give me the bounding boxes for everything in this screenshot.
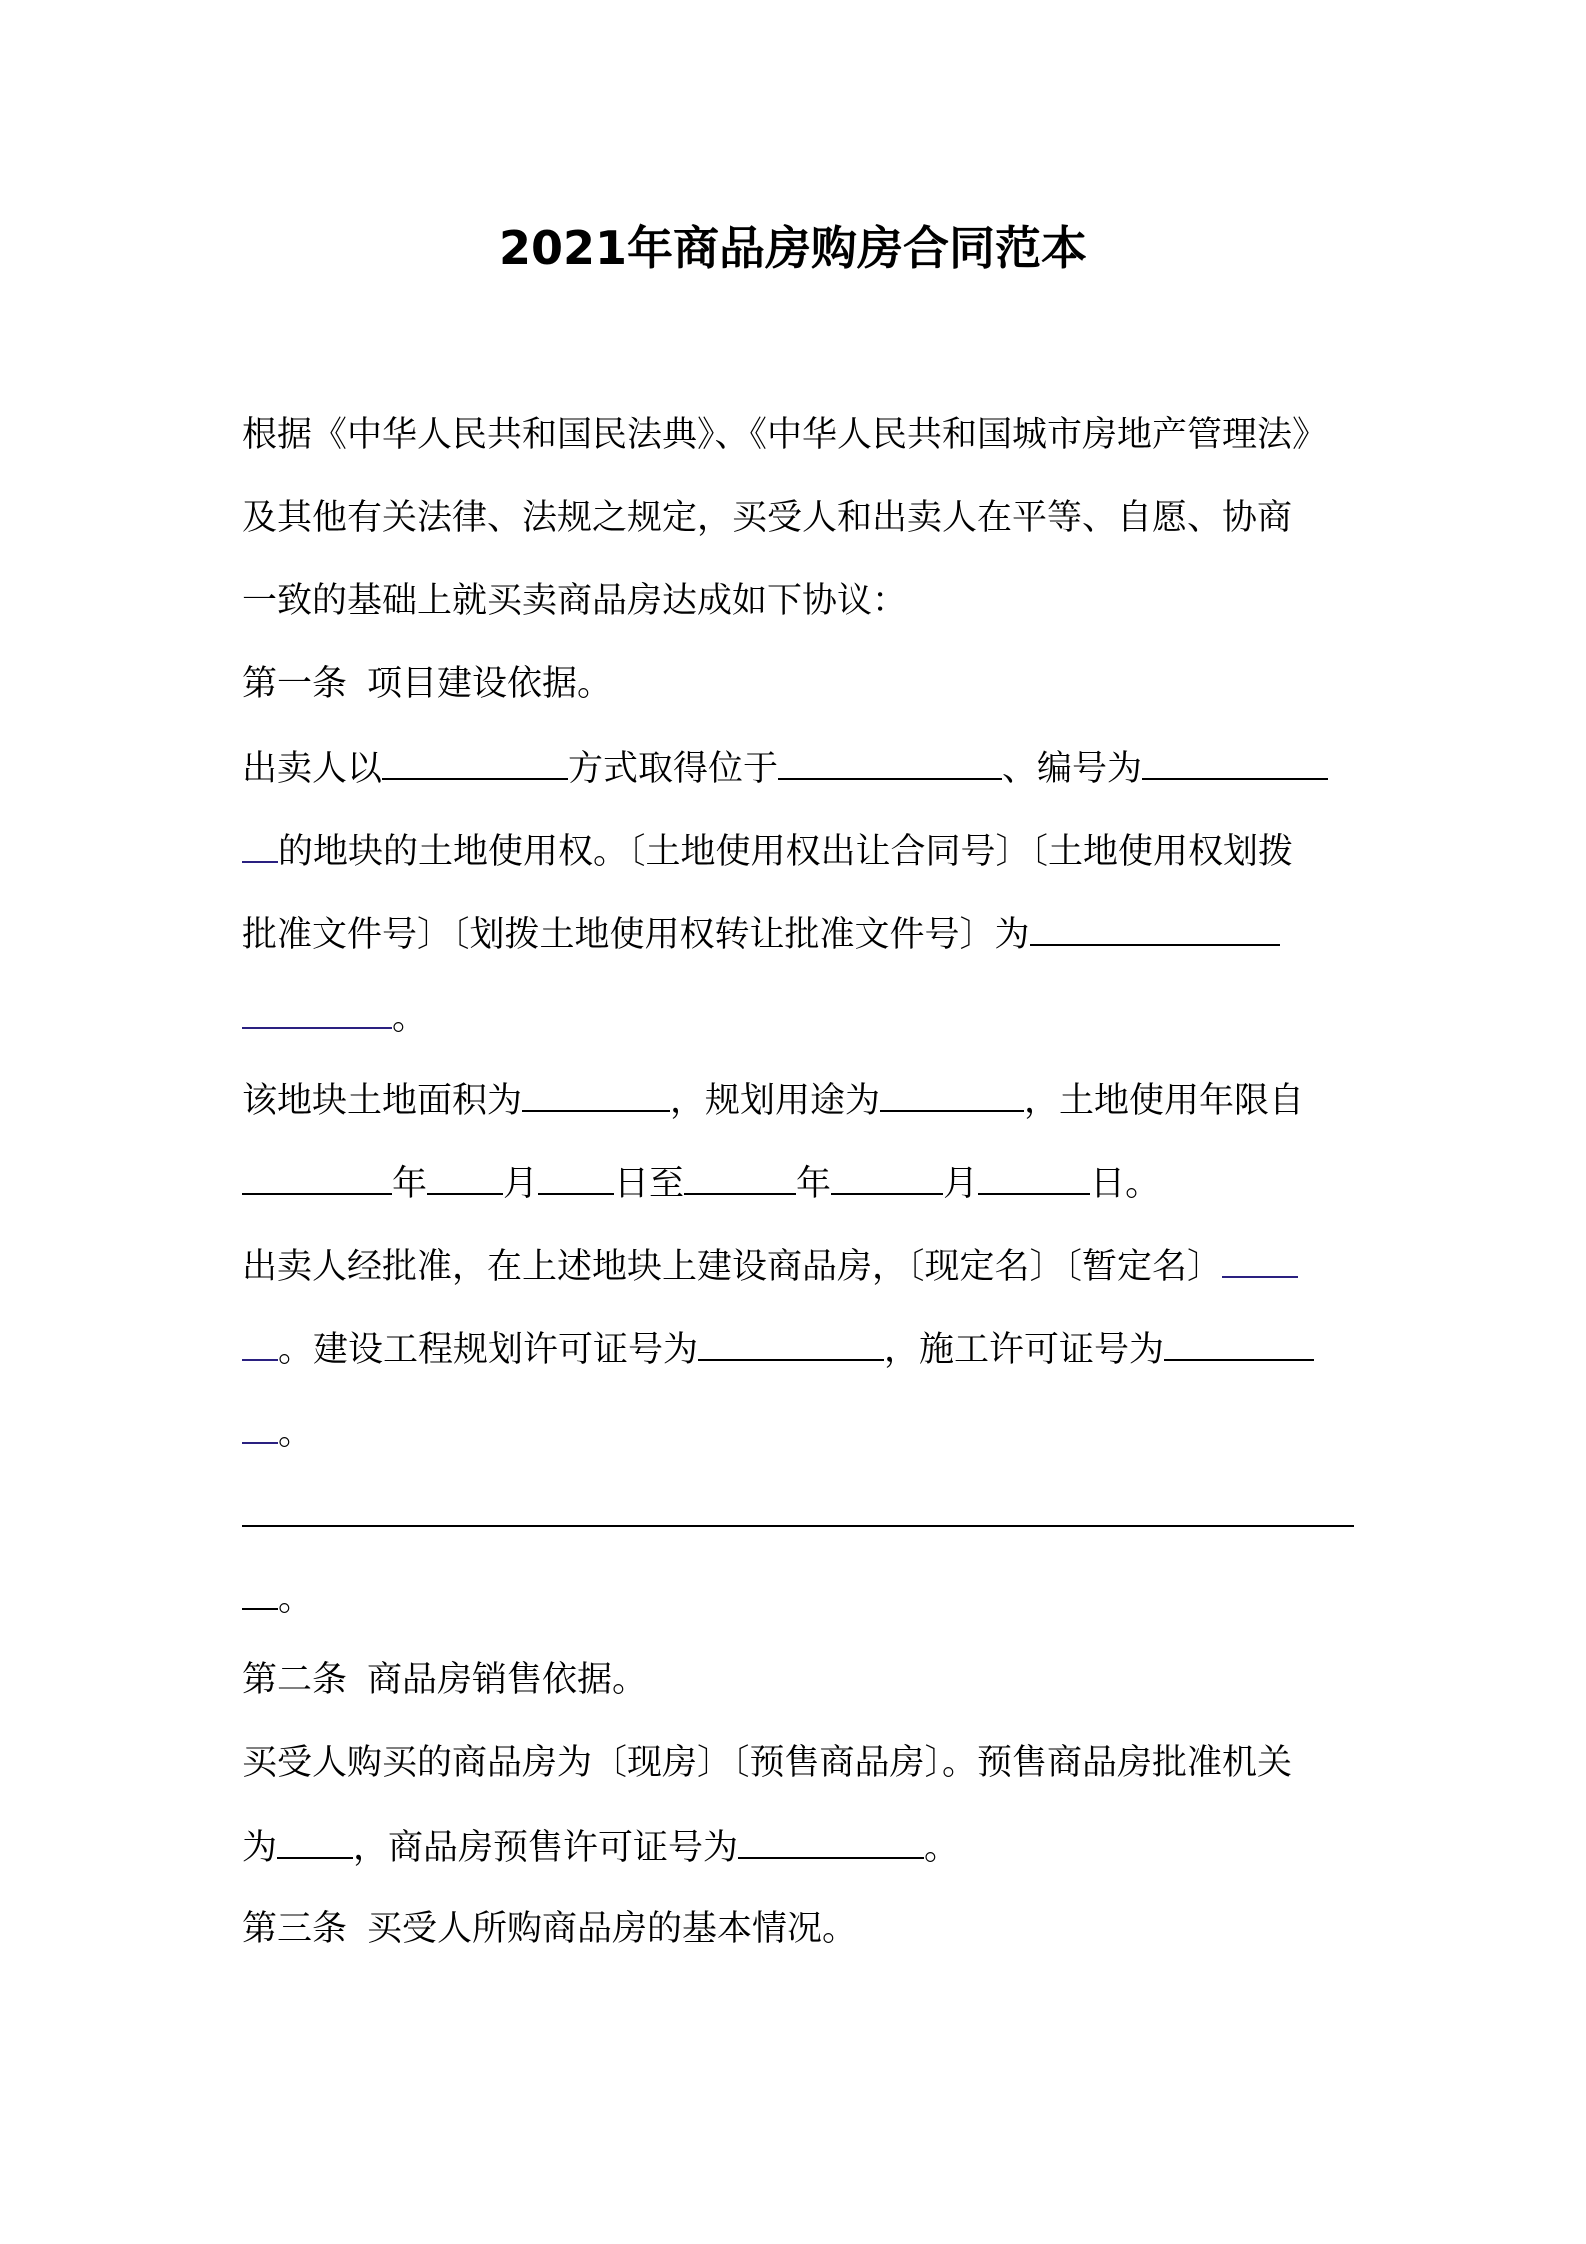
paragraph-line: 及其他有关法律、法规之规定，买受人和出卖人在平等、自愿、协商 [242, 498, 1293, 538]
paragraph-line [242, 1489, 1354, 1541]
paragraph-line: 该地块土地面积为 ，规划用途为 ，土地使用年限自 [242, 1074, 1304, 1126]
fill-blank [382, 742, 568, 780]
fill-blank [242, 1323, 278, 1361]
fill-blank [1222, 1240, 1298, 1278]
paragraph-line: 批准文件号〕〔划拨土地使用权转让批准文件号〕为 [242, 908, 1280, 960]
fill-blank [427, 1157, 503, 1195]
fill-blank [778, 742, 1002, 780]
fill-blank [242, 1406, 278, 1444]
fill-blank [242, 1489, 1354, 1527]
paragraph-line: 买受人购买的商品房为〔现房〕〔预售商品房〕。预售商品房批准机关 [242, 1743, 1293, 1783]
fill-blank [242, 991, 392, 1029]
fill-blank [522, 1074, 670, 1112]
article-heading: 第二条 商品房销售依据。 [242, 1660, 648, 1700]
paragraph-line: 。 [242, 1572, 313, 1624]
fill-blank [684, 1157, 796, 1195]
fill-blank [831, 1157, 943, 1195]
article-heading: 第三条 买受人所购商品房的基本情况。 [242, 1909, 858, 1949]
fill-blank [242, 1157, 392, 1195]
paragraph-line: 为 ，商品房预售许可证号为 。 [242, 1821, 959, 1873]
paragraph-line: 一致的基础上就买卖商品房达成如下协议： [242, 581, 908, 621]
fill-blank [1164, 1323, 1314, 1361]
paragraph-line: 出卖人经批准，在上述地块上建设商品房，〔现定名〕〔暂定名〕 [242, 1240, 1298, 1292]
fill-blank [1030, 908, 1280, 946]
fill-blank [698, 1323, 884, 1361]
fill-blank [978, 1157, 1090, 1195]
fill-blank [277, 1821, 353, 1859]
paragraph-line: 年 月 日至 年 月 日。 [242, 1157, 1160, 1209]
paragraph-line: 根据《中华人民共和国民法典》、《中华人民共和国城市房地产管理法》 [242, 415, 1328, 455]
paragraph-line: 。 [242, 991, 427, 1043]
fill-blank [538, 1157, 614, 1195]
fill-blank [738, 1821, 924, 1859]
paragraph-line: 。 [242, 1406, 313, 1458]
fill-blank [880, 1074, 1024, 1112]
paragraph-line: 出卖人以 方式取得位于 、编号为 [242, 742, 1328, 794]
fill-blank [242, 825, 278, 863]
article-heading: 第一条 项目建设依据。 [242, 664, 613, 704]
fill-blank [242, 1572, 278, 1610]
document-title: 2021年商品房购房合同范本 [498, 221, 1088, 275]
paragraph-line: 的地块的土地使用权。〔土地使用权出让合同号〕〔土地使用权划拨 [242, 825, 1293, 877]
paragraph-line: 。建设工程规划许可证号为 ，施工许可证号为 [242, 1323, 1314, 1375]
fill-blank [1142, 742, 1328, 780]
